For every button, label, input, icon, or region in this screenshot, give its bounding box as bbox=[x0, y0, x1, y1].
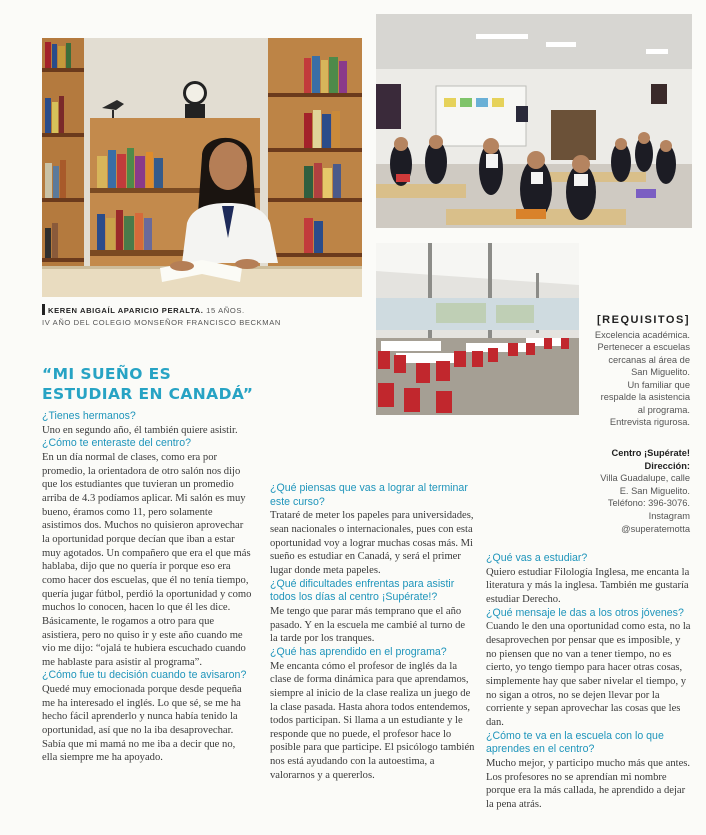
caption-name: KEREN ABIGAÍL APARICIO PERALTA. bbox=[48, 306, 204, 315]
requisito-line: Excelencia académica. bbox=[594, 329, 690, 340]
interview-column-1 bbox=[42, 410, 252, 765]
question: ¿Tienes hermanos? bbox=[42, 410, 136, 422]
question: ¿Cómo te enteraste del centro? bbox=[42, 437, 191, 450]
caption-bar bbox=[42, 304, 45, 315]
question: ¿Qué dificultades enfrentas para asistir todos los días al centro ¡Supérate!? bbox=[270, 577, 455, 604]
caption-age: 15 AÑOS. bbox=[206, 306, 245, 315]
centro-info bbox=[578, 447, 690, 535]
centro-line: Instagram bbox=[648, 510, 690, 521]
requisito-line: Entrevista rigurosa. bbox=[609, 417, 690, 427]
requisitos-box bbox=[585, 314, 690, 429]
answer: Cuando le den una oportunidad como esta, no la desaprovechen por pensar que es imposible, y no piensen que no van a tener tiempo, no es cierto, yo tengo tiempo para hacer otras cosas, simplemente hay que saber nivelar el tiempo, y no sigan a otros, no se dejen llevar por la corriente y sepan aprovechar las cosas que les dan. bbox=[486, 621, 691, 728]
centro-line: E. San Miguelito. bbox=[619, 485, 690, 496]
requisito-line: respalde la asistencia bbox=[600, 392, 690, 402]
answer: Trataré de meter los papeles para universidades, sean nacionales o internacionales, pues con esta oportunidad voy a lograr muchas cosas más. Mi sueño es estudiar en Canadá, y será el primer lugar donde meta papeles. bbox=[270, 510, 474, 576]
centro-line: Teléfono: 396-3076. bbox=[607, 498, 690, 509]
question: ¿Qué mensaje le das a los otros jóvenes? bbox=[486, 606, 684, 619]
answer: Me tengo que parar más temprano que el año pasado. Y en la escuela me cambié al turno de la tarde por los tranques. bbox=[270, 605, 466, 645]
answer: Uno en segundo año, él también quiere asistir. bbox=[42, 424, 238, 436]
requisito-line: Un familiar que bbox=[627, 379, 690, 390]
cafeteria-photo bbox=[376, 243, 579, 415]
question: ¿Cómo te va en la escuela con lo que aprendes en el centro? bbox=[486, 729, 664, 756]
centro-direccion-label: Dirección: bbox=[644, 460, 690, 471]
headline bbox=[42, 364, 272, 404]
requisito-line: San Miguelito. bbox=[631, 367, 690, 377]
student-library-photo bbox=[42, 38, 362, 297]
question: ¿Qué vas a estudiar? bbox=[486, 552, 588, 564]
centro-line: Villa Guadalupe, calle bbox=[600, 473, 690, 484]
requisito-line: Pertenecer a escuelas bbox=[597, 342, 690, 352]
answer: Quedé muy emocionada porque desde pequeña me ha interesado el inglés. Lo que sé, se me ha hecho fácil aprenderlo y nunca había tenido la oportunidad, así que no la iba desaprovechar. Sabía que mi mamá no me iba a decir que no, ella siempre me ha apoyado. bbox=[42, 684, 242, 764]
caption-school: IV AÑO DEL COLEGIO MONSEÑOR FRANCISCO BECKMAN bbox=[42, 318, 281, 327]
question: ¿Qué has aprendido en el programa? bbox=[270, 645, 447, 658]
interview-column-2 bbox=[270, 482, 475, 782]
classroom-photo bbox=[376, 14, 692, 228]
answer: Me encanta cómo el profesor de inglés da la clase de forma dinámica para que aprendamos, siempre al inicio de la clase realiza un juego de la clase pasada. Hasta ahora todos entendemos, todos participan. Si llama a un estudiante y le responde que no puede, el profesor hace lo posible para que participe. El psicólogo también nos está ayudando con la autoestima, a valorarnos y a quererlos. bbox=[270, 660, 475, 781]
centro-title: Centro ¡Supérate! bbox=[611, 448, 690, 458]
headline-line-2: ESTUDIAR EN CANADÁ” bbox=[42, 385, 254, 403]
requisito-line: cercanas al área de bbox=[608, 354, 690, 365]
photo-caption bbox=[42, 304, 342, 329]
answer: Quiero estudiar Filología Inglesa, me encanta la literatura y más la inglesa. También me gustaría estudiar Derecho. bbox=[486, 566, 690, 605]
headline-line-1: “MI SUEÑO ES bbox=[42, 365, 172, 383]
answer: En un día normal de clases, como era por promedio, la orientadora de otro salón nos dijo que los estudiantes que tuvieran un promedio arriba de 4.3 podíamos aplicar. Mi salón es muy bueno, éramos como 11, pero solamente asistimos dos. Muchos no quisieron aprovechar la oportunidad porque decían que iban a estar muy agotados. Un compañero que era el que más hablaba, dijo que no quería ir porque eso era como hacer dos escuelas, que él no tenía tiempo, quería jugar fútbol, perdió la oportunidad y como muchos lo conocen, hacen lo que él les dice. Básicamente, le rogamos a otro para que asistiera, pero no quiso ir y este año cuando me vio me dijo: “ojalá te hubiera escuchado cuando me hablaste para asistir al programa”. bbox=[42, 451, 252, 668]
interview-column-3 bbox=[486, 552, 691, 811]
requisito-line: al programa. bbox=[637, 404, 690, 415]
question: ¿Cómo fue tu decisión cuando te avisaron? bbox=[42, 669, 247, 682]
question: ¿Qué piensas que vas a lograr al terminar este curso? bbox=[270, 482, 468, 508]
requisitos-title: [REQUISITOS] bbox=[597, 314, 690, 326]
centro-line: @superatemotta bbox=[621, 523, 690, 534]
answer: Mucho mejor, y participo mucho más que antes. Los profesores no se aprendían mi nombre porque era la más callada, he aprendido a dejar la pena atrás. bbox=[486, 757, 691, 810]
